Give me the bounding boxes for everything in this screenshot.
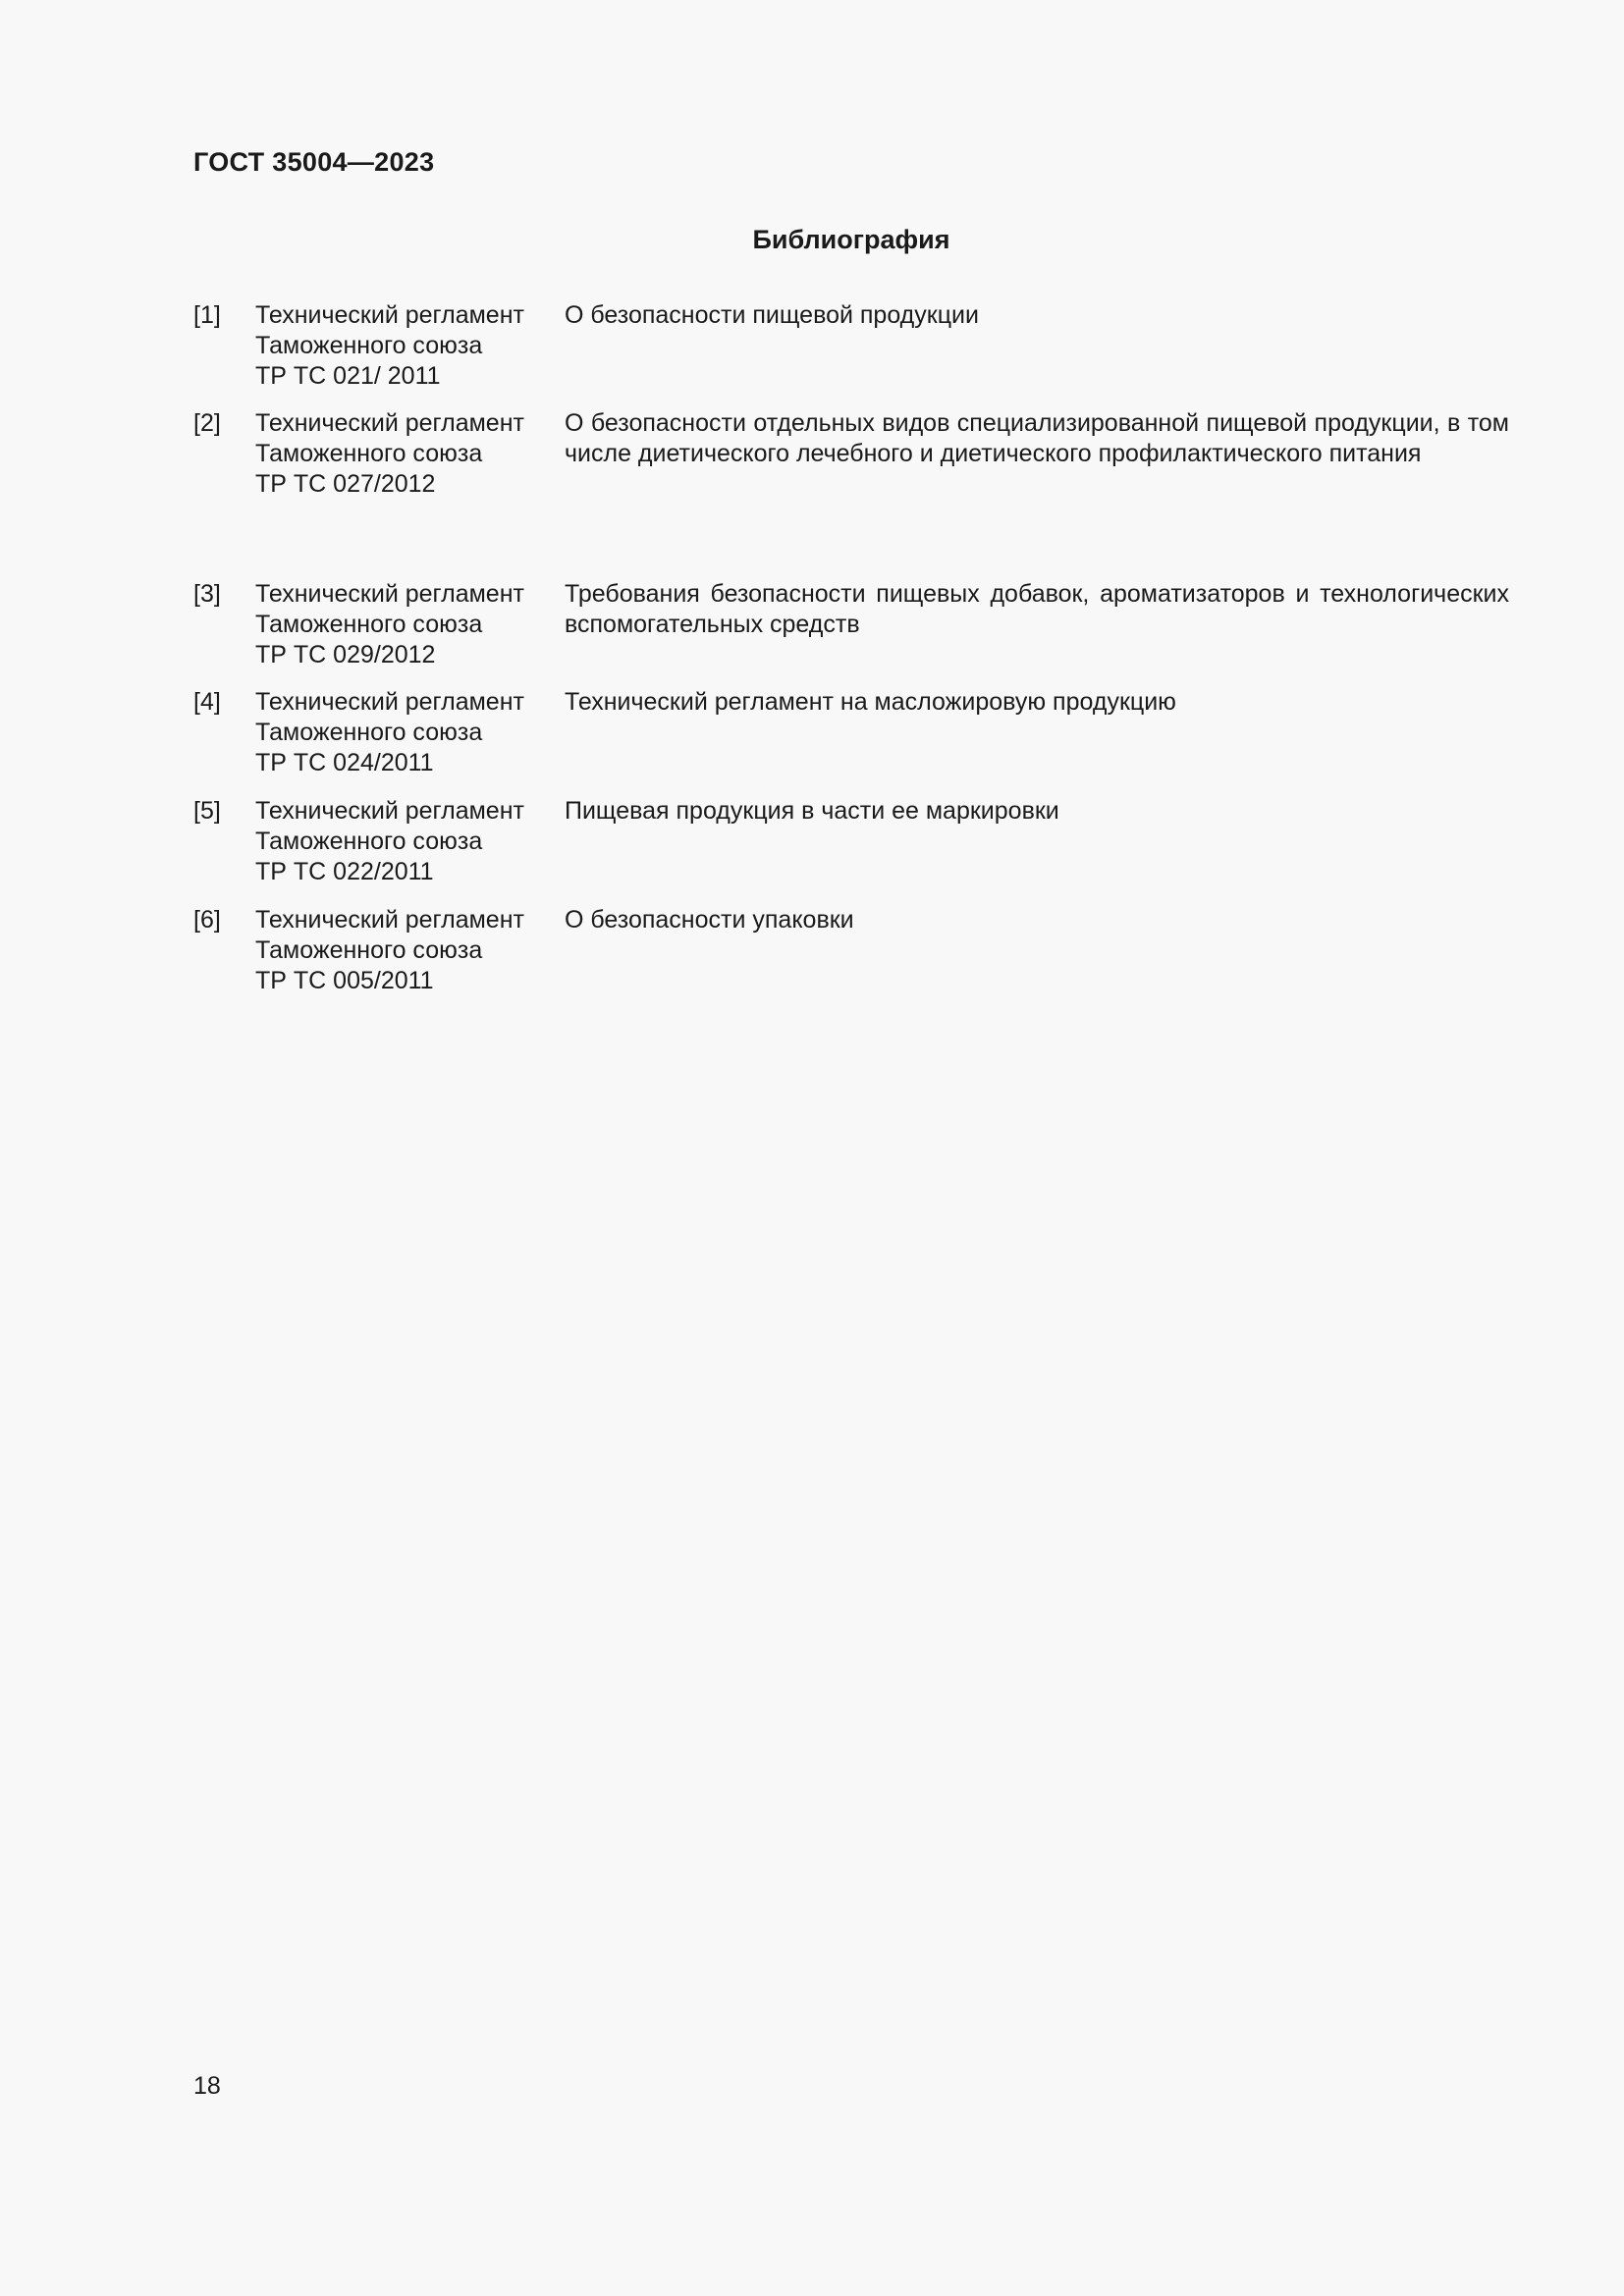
document-code: ТР ТС 021/ 2011 <box>255 362 441 390</box>
document-issuer: Таможенного союза <box>255 332 483 359</box>
entry-number: [5] <box>193 797 221 825</box>
entry-number: [2] <box>193 409 221 437</box>
section-title: Библиография <box>752 225 950 254</box>
bibliography-entry-1 <box>193 300 1509 408</box>
entry-document-designation <box>255 579 560 670</box>
entry-title: О безопасности пищевой продукции <box>565 301 979 329</box>
document-issuer: Таможенного союза <box>255 440 483 467</box>
entry-document-designation <box>255 408 560 500</box>
standard-designation: ГОСТ 35004—2023 <box>193 147 435 177</box>
entry-document-designation <box>255 687 560 778</box>
entry-document-designation <box>255 796 560 887</box>
document-type: Технический регламент <box>255 688 524 716</box>
document-code: ТР ТС 005/2011 <box>255 967 434 994</box>
document-code: ТР ТС 022/2011 <box>255 858 434 885</box>
bibliography-entry-6 <box>193 905 1509 1013</box>
document-issuer: Таможенного союза <box>255 936 483 964</box>
entry-title: Требования безопасности пищевых добавок, ароматизаторов и технологических вспомогательных средств <box>565 580 1509 638</box>
bibliography-entry-5 <box>193 796 1509 905</box>
entry-number: [1] <box>193 301 221 329</box>
document-issuer: Таможенного союза <box>255 828 483 855</box>
entry-title: О безопасности отдельных видов специализированной пищевой продукции, в том числе диетического лечебного и диетического профилактического питания <box>565 409 1509 467</box>
entry-number: [4] <box>193 688 221 716</box>
bibliography-entry-4 <box>193 687 1509 796</box>
document-issuer: Таможенного союза <box>255 611 483 638</box>
document-type: Технический регламент <box>255 906 524 934</box>
document-type: Технический регламент <box>255 580 524 608</box>
entry-document-designation <box>255 905 560 996</box>
document-type: Технический регламент <box>255 409 524 437</box>
bibliography-entry-3 <box>193 579 1509 687</box>
document-code: ТР ТС 024/2011 <box>255 749 434 776</box>
entry-title: О безопасности упаковки <box>565 906 854 934</box>
entry-number: [3] <box>193 580 221 608</box>
entry-document-designation <box>255 300 560 392</box>
document-code: ТР ТС 029/2012 <box>255 641 436 668</box>
entry-title: Технический регламент на масложировую продукцию <box>565 688 1176 716</box>
document-code: ТР ТС 027/2012 <box>255 470 436 498</box>
document-type: Технический регламент <box>255 301 524 329</box>
bibliography-list <box>193 300 1509 1013</box>
document-type: Технический регламент <box>255 797 524 825</box>
page-number: 18 <box>193 2072 221 2100</box>
entry-title: Пищевая продукция в части ее маркировки <box>565 797 1059 825</box>
document-issuer: Таможенного союза <box>255 719 483 746</box>
entry-number: [6] <box>193 906 221 934</box>
bibliography-entry-2 <box>193 408 1509 579</box>
